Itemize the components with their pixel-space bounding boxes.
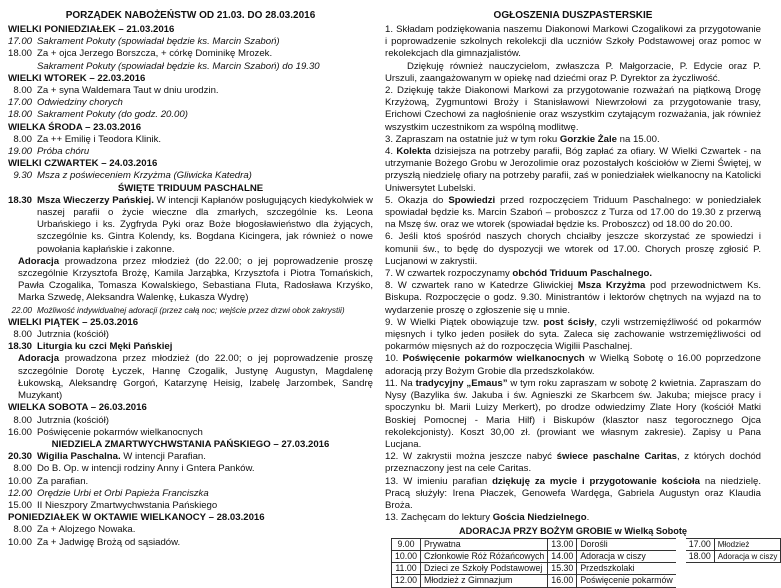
table-cell: 13.00 (548, 538, 577, 550)
day-heading: NIEDZIELA ZMARTWYCHWSTANIA PAŃSKIEGO – 27.03.2016 (51, 438, 330, 450)
entry-time: 8.00 (13, 414, 32, 426)
announcement-3: 3. Zapraszam na ostatnie już w tym roku Gorzkie Żale na 15.00. (385, 133, 660, 145)
entry-time: 8.00 (13, 133, 32, 145)
day-heading: WIELKA SOBOTA – 26.03.2016 (8, 402, 147, 414)
entry-text: Możliwość indywidualnej adoracji (przez całą noc; wejście przez drzwi obok zakrystii) (37, 305, 345, 315)
schedule-entry (8, 61, 373, 73)
entry-text: Msza z poświeceniem Krzyżma (Gliwicka Katedra) (37, 170, 252, 182)
schedule-entry (8, 36, 373, 48)
entry-text: Próba chóru (37, 146, 90, 158)
adoration-table (391, 538, 781, 588)
table-cell (681, 563, 715, 575)
table-cell: Poświęcenie pokarmów (577, 575, 681, 587)
entry-text: Za + Jadwigę Brożą od sąsiadów. (37, 536, 181, 548)
announcement-1b: Dziękuję również nauczycielom, zwłaszcza P. Małgorzacie, P. Edycie oraz P. Urszuli, zaangażowanym w opiekę nad dziećmi oraz P. Dyrektor za życzliwość. (385, 60, 761, 84)
schedule-entry (8, 341, 373, 353)
announcement-8: 8. W czwartek rano w Katedrze Gliwickiej Msza Krzyżma pod przewodnictwem Ks. Biskupa. Rozpoczęcie o godz. 9.30. Ministrantów i lektorów chętnych na wyjazd na to wydarzenie proszę o zgłoszenie się u mnie. (385, 280, 761, 316)
table-row (392, 538, 781, 550)
schedule-entry (8, 109, 373, 121)
entry-text: Liturgia ku czci Męki Pańskiej (37, 341, 173, 353)
entry-text: Sakrament Pokuty (do godz. 20.00) (37, 109, 188, 121)
announcement-14: 13. Zachęcam do lektury Gościa Niedzielnego. (385, 512, 590, 524)
table-cell: 14.00 (548, 550, 577, 562)
announcement-11: 11. Na tradycyjny „Emaus” w tym roku zapraszam w sobotę 2 kwietnia. Zapraszam do Nysy (Bazylika św. Jakuba i św. Agnieszki ze Skarbcem św. Jakuba; miejsce pracy i spoczynku bł. Marii Luizy Merkert), po drodze odwiedzimy Zlate Hory (kościół Matki Boskiej Pomocnej - Maria Hilf) i Biskupów (klasztor nasz tegorocznego Ojca rekolekcjonisty). Koszt 30,00 zł. (prowiant we własnym zakresie). Zapisy u Pana Lucjana. (385, 377, 761, 450)
announcement-7: 7. W czwartek rozpoczynamy obchód Triduum Paschalnego. (385, 268, 653, 280)
entry-time: 8.00 (13, 463, 32, 475)
announcements-column (385, 0, 778, 588)
entry-time: 18.30 (8, 194, 33, 206)
day-heading: WIELKI CZWARTEK – 24.03.2016 (8, 158, 158, 170)
entry-time: 10.00 (8, 536, 33, 548)
table-cell: 9.00 (392, 538, 421, 550)
entry-time: 20.30 (8, 451, 33, 463)
adoration-text: prowadzona przez młodzież (do 22.00; o jej poprowadzenie proszę szczególnie Krzysztofa Brożę, Kamila Jarząbka, Krzysztofa i Piotra Tomańskich, Pawła Czogalika, Tomasza Kowalskiego, Sebastiana Fluta, Radosława Krzyśko, Marka Szwedę, Aleksandra Walenkę, Łukasza Wydrę) (18, 255, 373, 304)
table-row (392, 550, 781, 562)
announcement-1: 1. Składam podziękowania naszemu Diakonowi Markowi Czogalikowi za przygotowanie i poprowadzenie szkolnych rekolekcji dla uczniów Szkoły Podstawowej oraz pomoc w rekolekcjach dla gimnazjalistów. (385, 24, 761, 60)
schedule-entry (8, 48, 373, 60)
entry-time: 9.30 (13, 170, 32, 182)
table-cell: 17.00 (681, 538, 715, 550)
entry-text: Jutrznia (kościół) (37, 329, 109, 341)
schedule-entry (8, 195, 373, 256)
entry-text: Za ++ Emilię i Teodora Klinik. (37, 133, 162, 145)
table-cell: Adoracja w ciszy (714, 550, 781, 562)
entry-text: W intencji Parafian. (120, 451, 206, 463)
entry-text: Do B. Op. w intencji rodziny Anny i Gntera Panków. (37, 463, 255, 475)
entry-text: II Nieszpory Zmartwychwstania Pańskiego (37, 499, 218, 511)
table-cell: Dzieci ze Szkoły Podstawowej (421, 563, 548, 575)
schedule-entry (8, 415, 373, 427)
announcement-4: 4. Kolekta dzisiejsza na potrzeby parafii, Bóg zapłać za ofiary. W Wielki Czwartek - na utrzymanie Bożego Grobu w Jerozolimie oraz pozostałych kościołów w Ziemi Świętej, w przyszłą niedzielę ofiary na potrzeby parafii, zaś w poniedziałek wielkanocny na Katolicki Uniwersytet Lubelski. (385, 146, 761, 194)
adoration-label: Adoracja (18, 353, 60, 365)
day-heading: WIELKA ŚRODA – 23.03.2016 (8, 121, 142, 133)
schedule-entry (8, 97, 373, 109)
schedule-entry (8, 146, 373, 158)
table-cell: 16.00 (548, 575, 577, 587)
adoration-text: prowadzona przez młodzież (do 22.00; o jej poprowadzenie proszę szczególnie Dorotę Łyczek, Hannę Czogalik, Justynę Augustyn, Magdalenę Łukowską, Aleksandrę Gorgoń, Katarzynę Heisig, Izabelę Jarzombek, Sandrę Muzykant) (18, 353, 373, 402)
table-cell: 12.00 (392, 575, 421, 587)
schedule-entry (8, 134, 373, 146)
announcement-2: 2. Dziękuję także Diakonowi Markowi za przygotowanie rozważań na piątkową Drogę Krzyżową, Zygmuntowi Broży i Stanisławowi Niewrzołowi za przygotowanie trasy, Erichowi Czechowi za nagłośnienie oraz wszystkim czytającym rozważania, jak również wszystkim uczestnikom za wspólną modlitwę. (385, 85, 761, 133)
table-cell: Młodzież (714, 538, 781, 550)
entry-time: 17.00 (8, 97, 33, 109)
schedule-entry (8, 451, 373, 463)
day-heading: WIELKI PONIEDZIAŁEK – 21.03.2016 (8, 24, 175, 35)
day-heading: WIELKI PIĄTEK – 25.03.2016 (8, 316, 139, 328)
entry-title: Wigilia Paschalna. (37, 451, 121, 463)
schedule-entry (8, 500, 373, 512)
entry-time: 22.00 (11, 305, 32, 315)
entry-text: Sakrament Pokuty (spowiadał będzie ks. Marcin Szaboń) (37, 36, 280, 48)
triduum-heading: ŚWIĘTE TRIDUUM PASCHALNE (117, 182, 264, 194)
table-cell: Młodzież z Gimnazjum (421, 575, 548, 587)
announcement-9: 9. W Wielki Piątek obowiązuje tzw. post ścisły, czyli wstrzemięźliwość od pokarmów mięsnych i tylko jeden posiłek do syta. Zaleca się zachowanie wstrzemięźliwości od pokarmów mięsnych aż do rozpoczęcia Wigilii Paschalnej. (385, 316, 762, 353)
entry-time: 8.00 (13, 524, 32, 536)
entry-text: Za parafian. (37, 475, 89, 487)
adoration-note (8, 353, 373, 402)
entry-text: Sakrament Pokuty (spowiadał będzie ks. Marcin Szaboń) do 19.30 (37, 60, 320, 72)
schedule-entry (8, 427, 373, 439)
entry-text: W intencji Kapłanów posługujących kiedykolwiek w naszej parafii o życie wieczne dla zmarłych, szczególnie ks. Leona Urbańskiego i ks. Zygfryda Pyki oraz Boże błogosławieństwo dla żyjących, szczególnie ks. Gintra Kolendy, ks. Bogdana Kicingera, jak również o nowe powołania kapłańskie i zakonne. (37, 194, 373, 255)
table-cell: Adoracja w ciszy (577, 550, 681, 562)
announcement-13: 13. W imieniu parafian dziękuję za mycie i przygotowanie kościoła na niedzielę. Pracą służyły: Irena Płaczek, Genowefa Wardęga, Gabriela Augustyn oraz Klaudia Broża. (385, 475, 761, 511)
entry-time: 19.00 (8, 146, 33, 158)
day-heading: PONIEDZIAŁEK W OKTAWIE WIELKANOCY – 28.03.2016 (8, 512, 265, 524)
table-row (392, 563, 781, 575)
announcement-12: 12. W zakrystii można jeszcze nabyć świece paschalne Caritas, z których dochód przeznaczony jest na cele Caritas. (385, 451, 761, 475)
schedule-entry (8, 476, 373, 488)
announcements-title: OGŁOSZENIA DUSZPASTERSKIE (493, 10, 653, 21)
entry-text: Za + ojca Jerzego Borszcza, + córkę Dominikę Mrozek. (37, 48, 273, 60)
table-cell: 11.00 (392, 563, 421, 575)
table-cell: Przedszkolaki (577, 563, 681, 575)
entry-text: Za + syna Waldemara Taut w dniu urodzin. (37, 85, 219, 97)
entry-time: 17.00 (8, 36, 33, 48)
announcement-6: 6. Jeśli ktoś spośród naszych chorych chciałby jeszcze skorzystać ze spowiedzi i komunii św., to będę do dyspozycji we wtorek od 17.00. Chorych proszę zgłosić P. Lucjanowi w zakrystii. (385, 231, 761, 267)
table-cell (714, 575, 781, 587)
schedule-title: PORZĄDEK NABOŻEŃSTW OD 21.03. DO 28.03.2016 (65, 10, 316, 21)
schedule-entry (8, 85, 373, 97)
entry-time: 12.00 (8, 487, 33, 499)
announcement-5: 5. Okazja do Spowiedzi przed rozpoczęciem Triduum Paschalnego: w poniedziałek spowiadał będzie ks. Marcin Szaboń – proboszcz z Turza od 17.00 do 19.30 z przerwą na Mszę św. oraz we wtorek (spowiadał będzie ks. Proboszcz) od 18.00 do 20.00. (385, 194, 762, 231)
table-cell (714, 563, 781, 575)
entry-text: Odwiedziny chorych (37, 97, 123, 109)
adoration-note (8, 256, 373, 305)
schedule-entry (8, 329, 373, 341)
announcement-10: 10. Poświęcenie pokarmów wielkanocnych w Wielką Sobotę o 16.00 poprzedzone adoracją przy Bożym Grobie dla przedszkolaków. (385, 353, 761, 377)
schedule-entry (8, 524, 373, 536)
day-heading: WIELKI WTOREK – 22.03.2016 (8, 72, 146, 84)
entry-time: 18.00 (8, 48, 33, 60)
table-cell: 15.30 (548, 563, 577, 575)
entry-text: Jutrznia (kościół) (37, 414, 109, 426)
schedule-entry (8, 463, 373, 475)
entry-time: 8.00 (13, 85, 32, 97)
table-cell: Prywatna (421, 538, 548, 550)
table-cell: Dorośli (577, 538, 681, 550)
table-cell: 18.00 (681, 550, 715, 562)
entry-text: Orędzie Urbi et Orbi Papieża Franciszka (37, 487, 209, 499)
entry-time: 18.00 (8, 109, 33, 121)
schedule-column (8, 0, 373, 549)
schedule-entry (8, 537, 373, 549)
table-row (392, 575, 781, 587)
entry-time: 18.30 (8, 341, 33, 353)
table-cell: Członkowie Róż Różańcowych (421, 550, 548, 562)
table-cell: 10.00 (392, 550, 421, 562)
entry-text: Za + Alojzego Nowaka. (37, 524, 136, 536)
schedule-entry (8, 305, 373, 317)
entry-text: Poświęcenie pokarmów wielkanocnych (37, 426, 203, 438)
entry-time: 16.00 (8, 426, 33, 438)
entry-time: 10.00 (8, 475, 33, 487)
schedule-entry (8, 488, 373, 500)
entry-time: 15.00 (8, 499, 33, 511)
table-cell (681, 575, 715, 587)
entry-title: Msza Wieczerzy Pańskiej. (37, 194, 154, 206)
entry-time: 8.00 (13, 329, 32, 341)
schedule-entry (8, 170, 373, 182)
adoration-table-title: ADORACJA PRZY BOŻYM GROBIE w Wielką Sobotę (458, 526, 688, 537)
adoration-label: Adoracja (18, 255, 60, 267)
